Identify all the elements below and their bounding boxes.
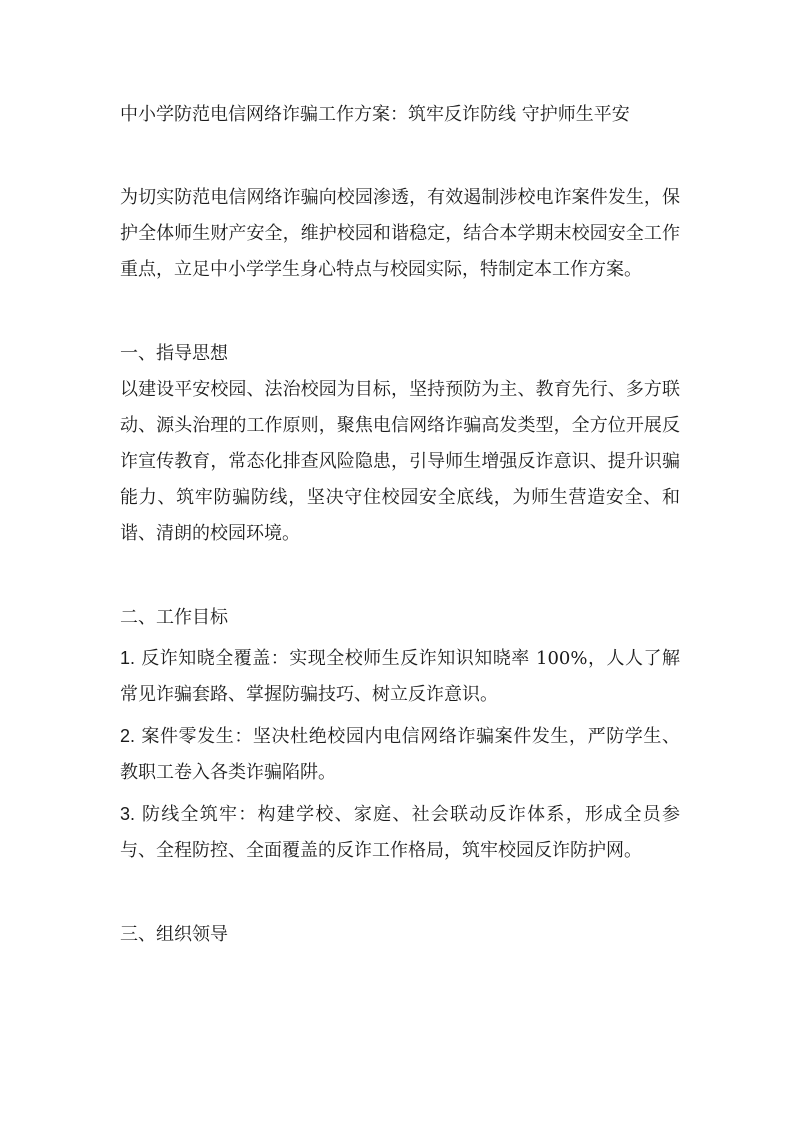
- goal-text: 防线全筑牢：构建学校、家庭、社会联动反诈体系，形成全员参与、全程防控、全面覆盖的反诈工作格局，筑牢校园反诈防护网。: [120, 804, 680, 861]
- goal-text: 案件零发生：坚决杜绝校园内电信网络诈骗案件发生，严防学生、教职工卷入各类诈骗陷阱。: [120, 726, 680, 783]
- goal-item: [120, 640, 680, 713]
- goal-item: [120, 718, 680, 791]
- section-body-guiding-ideology: 以建设平安校园、法治校园为目标，坚持预防为主、教育先行、多方联动、源头治理的工作原则，聚焦电信网络诈骗高发类型，全方位开展反诈宣传教育，常态化排查风险隐患，引导师生增强反诈意识、提升识骗能力、筑牢防骗防线，坚决守住校园安全底线，为师生营造安全、和谐、清朗的校园环境。: [120, 379, 680, 544]
- document-content: [120, 97, 680, 953]
- goal-number: 3.: [120, 804, 136, 824]
- goals-list: [120, 640, 680, 869]
- goal-item: [120, 796, 680, 869]
- document-title: 中小学防范电信网络诈骗工作方案：筑牢反诈防线 守护师生平安: [120, 104, 630, 125]
- section-heading-organization: 三、组织领导: [120, 924, 228, 945]
- section-heading-guiding-ideology: 一、指导思想: [120, 343, 228, 364]
- goal-number: 1.: [120, 648, 136, 668]
- section-heading-work-goals: 二、工作目标: [120, 607, 228, 628]
- goal-text: 反诈知晓全覆盖：实现全校师生反诈知识知晓率 100%，人人了解常见诈骗套路、掌握防骗技巧、树立反诈意识。: [120, 648, 680, 705]
- intro-paragraph: 为切实防范电信网络诈骗向校园渗透，有效遏制涉校电诈案件发生，保护全体师生财产安全，维护校园和谐稳定，结合本学期末校园安全工作重点，立足中小学学生身心特点与校园实际，特制定本工作方案。: [120, 187, 680, 280]
- goal-number: 2.: [120, 726, 136, 746]
